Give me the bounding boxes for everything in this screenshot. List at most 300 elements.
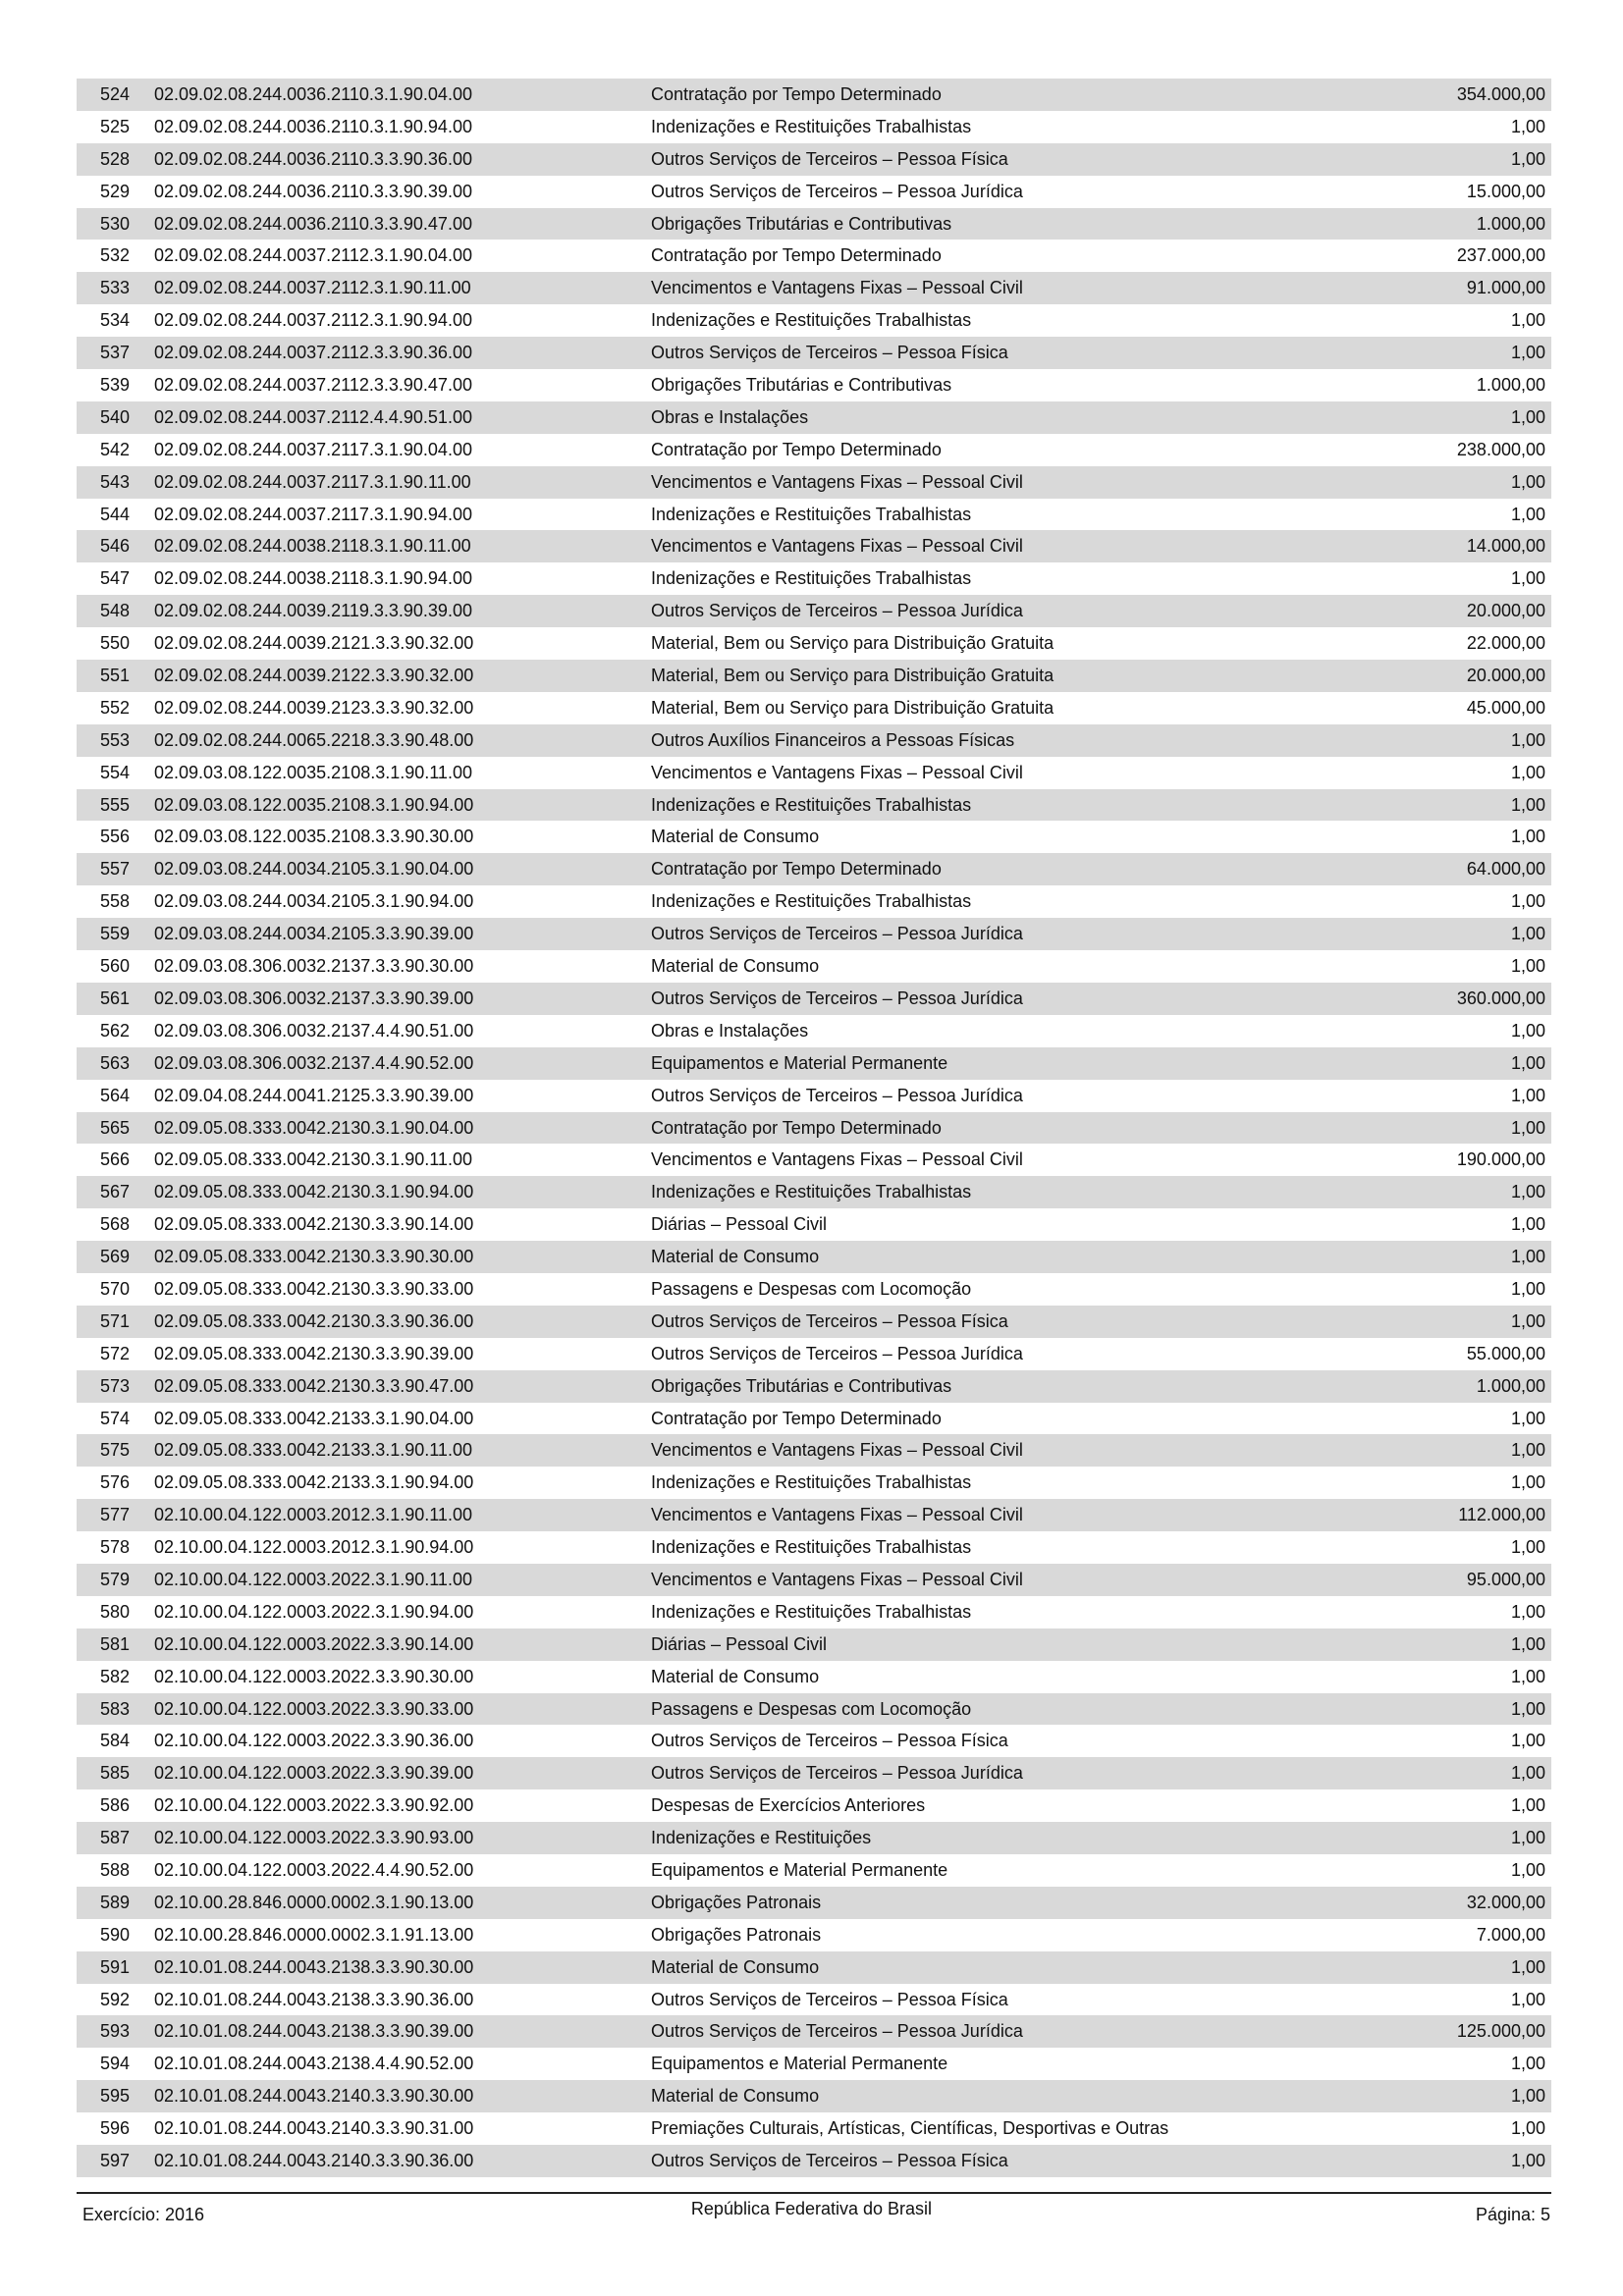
budget-code: 02.09.03.08.244.0034.2105.3.1.90.04.00	[154, 859, 474, 880]
row-number: 574	[99, 1408, 130, 1428]
table-row	[77, 1725, 1551, 1757]
row-number: 569	[99, 1247, 130, 1267]
row-number: 540	[99, 406, 130, 427]
expense-description: Vencimentos e Vantagens Fixas – Pessoal Civil	[651, 1440, 1023, 1461]
table-row	[77, 1144, 1551, 1176]
budget-code: 02.10.01.08.244.0043.2138.4.4.90.52.00	[154, 2054, 474, 2074]
budget-code: 02.09.03.08.122.0035.2108.3.3.90.30.00	[154, 827, 474, 847]
budget-code: 02.09.05.08.333.0042.2133.3.1.90.04.00	[154, 1408, 474, 1428]
table-row	[77, 2080, 1551, 2112]
budget-code: 02.10.00.04.122.0003.2012.3.1.90.94.00	[154, 1537, 474, 1558]
amount-value: 1,00	[1510, 310, 1545, 331]
amount-value: 1,00	[1510, 343, 1545, 363]
row-number: 594	[99, 2054, 130, 2074]
table-row	[77, 1661, 1551, 1693]
budget-code: 02.10.01.08.244.0043.2140.3.3.90.36.00	[154, 2151, 474, 2170]
table-row	[77, 724, 1551, 757]
row-number: 557	[99, 859, 130, 880]
row-number: 550	[99, 633, 130, 654]
expense-description: Outros Serviços de Terceiros – Pessoa Jurídica	[651, 1343, 1023, 1363]
footer-divider	[77, 2192, 1551, 2194]
row-number: 576	[99, 1472, 130, 1493]
budget-code: 02.09.03.08.306.0032.2137.3.3.90.39.00	[154, 988, 474, 1008]
row-number: 578	[99, 1537, 130, 1558]
footer-country-name: República Federativa do Brasil	[690, 2199, 933, 2218]
expense-description: Contratação por Tempo Determinado	[651, 1117, 942, 1138]
budget-code: 02.10.00.04.122.0003.2022.3.1.90.94.00	[154, 1601, 474, 1622]
amount-value: 15.000,00	[1466, 181, 1545, 201]
amount-value: 64.000,00	[1466, 859, 1545, 880]
row-number: 554	[99, 762, 130, 782]
amount-value: 1,00	[1510, 1247, 1545, 1267]
expense-description: Material, Bem ou Serviço para Distribuição Gratuita	[651, 666, 1055, 686]
expense-description: Diárias – Pessoal Civil	[651, 1633, 828, 1654]
budget-code: 02.09.05.08.333.0042.2130.3.3.90.47.00	[154, 1375, 474, 1396]
budget-code: 02.09.02.08.244.0037.2112.4.4.90.51.00	[154, 406, 472, 427]
amount-value: 91.000,00	[1466, 278, 1545, 298]
row-number: 580	[99, 1601, 130, 1622]
table-row	[77, 983, 1551, 1015]
row-number: 537	[99, 343, 130, 363]
row-number: 533	[99, 278, 130, 298]
amount-value: 95.000,00	[1466, 1569, 1545, 1589]
table-row	[77, 1789, 1551, 1822]
table-row	[77, 1176, 1551, 1208]
budget-code: 02.09.02.08.244.0036.2110.3.3.90.39.00	[154, 181, 472, 201]
table-row	[77, 79, 1551, 111]
expense-description: Passagens e Despesas com Locomoção	[651, 1278, 972, 1299]
expense-description: Vencimentos e Vantagens Fixas – Pessoal Civil	[651, 1505, 1023, 1525]
expense-description: Indenizações e Restituições Trabalhistas	[651, 794, 972, 815]
expense-description: Material de Consumo	[651, 1247, 820, 1267]
row-number: 525	[99, 116, 130, 136]
table-row	[77, 337, 1551, 369]
budget-code: 02.09.05.08.333.0042.2130.3.3.90.39.00	[154, 1343, 474, 1363]
amount-value: 1,00	[1510, 1537, 1545, 1558]
budget-code: 02.09.02.08.244.0039.2122.3.3.90.32.00	[154, 666, 474, 686]
row-number: 551	[99, 666, 130, 686]
expense-description: Obrigações Tributárias e Contributivas	[651, 213, 952, 234]
amount-value: 14.000,00	[1466, 536, 1545, 557]
budget-code: 02.09.02.08.244.0065.2218.3.3.90.48.00	[154, 729, 474, 750]
row-number: 566	[99, 1149, 130, 1170]
budget-code: 02.09.02.08.244.0037.2117.3.1.90.11.00	[154, 471, 471, 492]
table-row	[77, 434, 1551, 466]
budget-code: 02.09.04.08.244.0041.2125.3.3.90.39.00	[154, 1085, 474, 1105]
budget-code: 02.10.00.04.122.0003.2022.3.3.90.30.00	[154, 1666, 474, 1686]
table-row	[77, 1112, 1551, 1145]
table-row	[77, 1467, 1551, 1499]
table-row	[77, 2112, 1551, 2145]
row-number: 524	[99, 84, 130, 104]
budget-code: 02.09.03.08.122.0035.2108.3.1.90.94.00	[154, 794, 474, 815]
table-row	[77, 1887, 1551, 1919]
expense-description: Material, Bem ou Serviço para Distribuição Gratuita	[651, 697, 1055, 718]
expense-description: Vencimentos e Vantagens Fixas – Pessoal Civil	[651, 762, 1023, 782]
table-row	[77, 143, 1551, 176]
expense-description: Obrigações Patronais	[651, 1892, 822, 1912]
amount-value: 1,00	[1510, 956, 1545, 977]
table-row	[77, 1403, 1551, 1435]
table-row	[77, 1370, 1551, 1403]
row-number: 556	[99, 827, 130, 847]
amount-value: 1,00	[1510, 1440, 1545, 1461]
table-row	[77, 885, 1551, 918]
table-row	[77, 111, 1551, 143]
expense-description: Outros Serviços de Terceiros – Pessoa Jurídica	[651, 924, 1023, 944]
row-number: 546	[99, 536, 130, 557]
row-number: 583	[99, 1698, 130, 1719]
budget-code: 02.09.03.08.244.0034.2105.3.1.90.94.00	[154, 891, 474, 912]
footer-page-number: Página: 5	[1475, 2205, 1550, 2224]
table-row	[77, 240, 1551, 272]
expense-description: Material, Bem ou Serviço para Distribuição Gratuita	[651, 633, 1055, 654]
amount-value: 1,00	[1510, 1278, 1545, 1299]
row-number: 565	[99, 1117, 130, 1138]
amount-value: 1,00	[1510, 729, 1545, 750]
table-row	[77, 821, 1551, 853]
table-row	[77, 1854, 1551, 1887]
expense-description: Indenizações e Restituições Trabalhistas	[651, 1472, 972, 1493]
row-number: 534	[99, 310, 130, 331]
row-number: 588	[99, 1859, 130, 1880]
table-row	[77, 304, 1551, 337]
expense-description: Equipamentos e Material Permanente	[651, 2054, 948, 2074]
budget-code: 02.09.05.08.333.0042.2133.3.1.90.11.00	[154, 1440, 472, 1461]
budget-code: 02.10.00.04.122.0003.2022.3.3.90.39.00	[154, 1763, 474, 1784]
amount-value: 1,00	[1510, 1472, 1545, 1493]
table-row	[77, 2145, 1551, 2177]
budget-code: 02.09.02.08.244.0038.2118.3.1.90.94.00	[154, 568, 472, 589]
amount-value: 1,00	[1510, 762, 1545, 782]
amount-value: 1.000,00	[1476, 213, 1545, 234]
expense-description: Outros Serviços de Terceiros – Pessoa Física	[651, 1731, 1008, 1751]
expense-description: Equipamentos e Material Permanente	[651, 1052, 948, 1073]
row-number: 563	[99, 1052, 130, 1073]
amount-value: 32.000,00	[1466, 1892, 1545, 1912]
expense-description: Outros Serviços de Terceiros – Pessoa Jurídica	[651, 988, 1023, 1008]
expense-description: Outros Serviços de Terceiros – Pessoa Física	[651, 148, 1008, 169]
expense-description: Outros Serviços de Terceiros – Pessoa Física	[651, 343, 1008, 363]
table-row	[77, 1984, 1551, 2016]
row-number: 570	[99, 1278, 130, 1299]
row-number: 544	[99, 504, 130, 524]
expense-description: Material de Consumo	[651, 1956, 820, 1977]
footer-exercise-year: Exercício: 2016	[82, 2205, 205, 2224]
expense-description: Passagens e Despesas com Locomoção	[651, 1698, 972, 1719]
budget-code: 02.10.00.28.846.0000.0002.3.1.91.13.00	[154, 1924, 474, 1945]
row-number: 596	[99, 2118, 130, 2139]
budget-code: 02.09.02.08.244.0038.2118.3.1.90.11.00	[154, 536, 471, 557]
row-number: 548	[99, 601, 130, 621]
expense-description: Indenizações e Restituições	[651, 1828, 872, 1848]
amount-value: 1,00	[1510, 116, 1545, 136]
table-row	[77, 1499, 1551, 1531]
budget-code: 02.09.03.08.122.0035.2108.3.1.90.11.00	[154, 762, 472, 782]
amount-value: 238.000,00	[1456, 439, 1545, 459]
row-number: 568	[99, 1214, 130, 1235]
amount-value: 1,00	[1510, 1989, 1545, 2009]
budget-code: 02.10.00.04.122.0003.2012.3.1.90.11.00	[154, 1505, 472, 1525]
expense-description: Indenizações e Restituições Trabalhistas	[651, 1601, 972, 1622]
row-number: 562	[99, 1020, 130, 1041]
expense-description: Vencimentos e Vantagens Fixas – Pessoal Civil	[651, 1569, 1023, 1589]
expense-description: Obrigações Tributárias e Contributivas	[651, 375, 952, 396]
budget-code: 02.09.02.08.244.0037.2117.3.1.90.04.00	[154, 439, 472, 459]
table-row	[77, 499, 1551, 531]
row-number: 564	[99, 1085, 130, 1105]
budget-code: 02.10.01.08.244.0043.2138.3.3.90.30.00	[154, 1956, 474, 1977]
amount-value: 1,00	[1510, 504, 1545, 524]
budget-code: 02.10.01.08.244.0043.2140.3.3.90.31.00	[154, 2118, 474, 2139]
expense-description: Contratação por Tempo Determinado	[651, 1408, 942, 1428]
table-row	[77, 272, 1551, 304]
amount-value: 1,00	[1510, 1731, 1545, 1751]
amount-value: 1,00	[1510, 1698, 1545, 1719]
expense-description: Outros Serviços de Terceiros – Pessoa Jurídica	[651, 1085, 1023, 1105]
amount-value: 1,00	[1510, 1795, 1545, 1816]
budget-code: 02.09.05.08.333.0042.2130.3.3.90.30.00	[154, 1247, 474, 1267]
budget-code: 02.10.00.04.122.0003.2022.3.3.90.14.00	[154, 1633, 474, 1654]
row-number: 592	[99, 1989, 130, 2009]
amount-value: 20.000,00	[1466, 666, 1545, 686]
table-row	[77, 1080, 1551, 1112]
amount-value: 1,00	[1510, 2086, 1545, 2107]
budget-code: 02.09.02.08.244.0039.2119.3.3.90.39.00	[154, 601, 472, 621]
row-number: 590	[99, 1924, 130, 1945]
expense-description: Outros Serviços de Terceiros – Pessoa Física	[651, 1989, 1008, 2009]
amount-value: 1,00	[1510, 568, 1545, 589]
expense-description: Indenizações e Restituições Trabalhistas	[651, 116, 972, 136]
budget-code: 02.10.00.04.122.0003.2022.3.3.90.33.00	[154, 1698, 474, 1719]
row-number: 558	[99, 891, 130, 912]
budget-code: 02.10.01.08.244.0043.2138.3.3.90.39.00	[154, 2021, 474, 2042]
budget-code: 02.09.05.08.333.0042.2130.3.1.90.94.00	[154, 1182, 474, 1202]
expense-description: Outros Serviços de Terceiros – Pessoa Jurídica	[651, 181, 1023, 201]
table-row	[77, 692, 1551, 724]
row-number: 532	[99, 245, 130, 266]
row-number: 575	[99, 1440, 130, 1461]
expense-description: Vencimentos e Vantagens Fixas – Pessoal Civil	[651, 278, 1023, 298]
row-number: 555	[99, 794, 130, 815]
row-number: 582	[99, 1666, 130, 1686]
row-number: 528	[99, 148, 130, 169]
amount-value: 1.000,00	[1476, 1375, 1545, 1396]
amount-value: 1,00	[1510, 1828, 1545, 1848]
expense-description: Obras e Instalações	[651, 406, 809, 427]
row-number: 585	[99, 1763, 130, 1784]
budget-code: 02.09.05.08.333.0042.2130.3.3.90.33.00	[154, 1278, 474, 1299]
amount-value: 1,00	[1510, 2054, 1545, 2074]
expense-description: Material de Consumo	[651, 956, 820, 977]
table-row	[77, 369, 1551, 401]
amount-value: 1,00	[1510, 1182, 1545, 1202]
amount-value: 55.000,00	[1466, 1343, 1545, 1363]
row-number: 552	[99, 697, 130, 718]
amount-value: 1,00	[1510, 1052, 1545, 1073]
row-number: 571	[99, 1310, 130, 1331]
amount-value: 1,00	[1510, 1020, 1545, 1041]
table-row	[77, 789, 1551, 822]
table-row	[77, 1434, 1551, 1467]
table-row	[77, 1531, 1551, 1564]
expense-description: Material de Consumo	[651, 2086, 820, 2107]
row-number: 597	[99, 2151, 130, 2170]
row-number: 559	[99, 924, 130, 944]
budget-code: 02.09.02.08.244.0037.2112.3.3.90.47.00	[154, 375, 472, 396]
row-number: 567	[99, 1182, 130, 1202]
amount-value: 20.000,00	[1466, 601, 1545, 621]
expense-description: Obras e Instalações	[651, 1020, 809, 1041]
expense-description: Vencimentos e Vantagens Fixas – Pessoal Civil	[651, 1149, 1023, 1170]
amount-value: 1,00	[1510, 1214, 1545, 1235]
table-row	[77, 208, 1551, 240]
amount-value: 1,00	[1510, 1601, 1545, 1622]
expense-description: Contratação por Tempo Determinado	[651, 84, 942, 104]
table-row	[77, 918, 1551, 950]
amount-value: 1,00	[1510, 1085, 1545, 1105]
table-row	[77, 1919, 1551, 1951]
amount-value: 1,00	[1510, 891, 1545, 912]
row-number: 581	[99, 1633, 130, 1654]
row-number: 595	[99, 2086, 130, 2107]
table-row	[77, 1951, 1551, 1984]
amount-value: 360.000,00	[1456, 988, 1545, 1008]
expense-description: Indenizações e Restituições Trabalhistas	[651, 891, 972, 912]
expense-description: Outros Serviços de Terceiros – Pessoa Física	[651, 1310, 1008, 1331]
table-row	[77, 1208, 1551, 1241]
budget-code: 02.09.02.08.244.0037.2112.3.1.90.11.00	[154, 278, 471, 298]
table-row	[77, 660, 1551, 692]
budget-code: 02.09.02.08.244.0036.2110.3.3.90.36.00	[154, 148, 472, 169]
amount-value: 1,00	[1510, 1859, 1545, 1880]
amount-value: 1,00	[1510, 471, 1545, 492]
budget-code: 02.10.00.04.122.0003.2022.3.3.90.36.00	[154, 1731, 474, 1751]
table-row	[77, 1306, 1551, 1338]
budget-code: 02.09.05.08.333.0042.2130.3.1.90.11.00	[154, 1149, 472, 1170]
amount-value: 237.000,00	[1456, 245, 1545, 266]
table-row	[77, 595, 1551, 627]
table-row	[77, 1015, 1551, 1047]
expense-description: Despesas de Exercícios Anteriores	[651, 1795, 926, 1816]
row-number: 539	[99, 375, 130, 396]
amount-value: 354.000,00	[1456, 84, 1545, 104]
amount-value: 1,00	[1510, 2151, 1545, 2170]
expense-description: Material de Consumo	[651, 827, 820, 847]
budget-code: 02.09.03.08.306.0032.2137.4.4.90.51.00	[154, 1020, 474, 1041]
budget-code: 02.09.05.08.333.0042.2133.3.1.90.94.00	[154, 1472, 474, 1493]
budget-code: 02.09.02.08.244.0039.2121.3.3.90.32.00	[154, 633, 474, 654]
budget-ledger-table	[77, 79, 1551, 2177]
amount-value: 1,00	[1510, 827, 1545, 847]
amount-value: 45.000,00	[1466, 697, 1545, 718]
budget-code: 02.10.01.08.244.0043.2138.3.3.90.36.00	[154, 1989, 474, 2009]
table-row	[77, 1757, 1551, 1789]
row-number: 584	[99, 1731, 130, 1751]
budget-code: 02.09.02.08.244.0037.2112.3.1.90.94.00	[154, 310, 472, 331]
expense-description: Contratação por Tempo Determinado	[651, 439, 942, 459]
amount-value: 1,00	[1510, 1666, 1545, 1686]
expense-description: Material de Consumo	[651, 1666, 820, 1686]
row-number: 577	[99, 1505, 130, 1525]
table-row	[77, 757, 1551, 789]
expense-description: Indenizações e Restituições Trabalhistas	[651, 1537, 972, 1558]
expense-description: Obrigações Patronais	[651, 1924, 822, 1945]
budget-code: 02.09.02.08.244.0036.2110.3.1.90.04.00	[154, 84, 472, 104]
budget-code: 02.09.03.08.306.0032.2137.4.4.90.52.00	[154, 1052, 474, 1073]
table-row	[77, 1822, 1551, 1854]
budget-code: 02.10.00.04.122.0003.2022.3.1.90.11.00	[154, 1569, 472, 1589]
amount-value: 1,00	[1510, 406, 1545, 427]
expense-description: Indenizações e Restituições Trabalhistas	[651, 310, 972, 331]
row-number: 593	[99, 2021, 130, 2042]
budget-code: 02.09.02.08.244.0036.2110.3.1.90.94.00	[154, 116, 472, 136]
amount-value: 1,00	[1510, 1310, 1545, 1331]
table-row	[77, 1629, 1551, 1661]
budget-code: 02.10.01.08.244.0043.2140.3.3.90.30.00	[154, 2086, 474, 2107]
row-number: 579	[99, 1569, 130, 1589]
expense-description: Indenizações e Restituições Trabalhistas	[651, 1182, 972, 1202]
expense-description: Outros Serviços de Terceiros – Pessoa Jurídica	[651, 2021, 1023, 2042]
row-number: 586	[99, 1795, 130, 1816]
budget-code: 02.09.02.08.244.0037.2112.3.1.90.04.00	[154, 245, 472, 266]
row-number: 543	[99, 471, 130, 492]
amount-value: 1,00	[1510, 794, 1545, 815]
expense-description: Vencimentos e Vantagens Fixas – Pessoal Civil	[651, 536, 1023, 557]
table-row	[77, 1273, 1551, 1306]
budget-code: 02.09.05.08.333.0042.2130.3.3.90.14.00	[154, 1214, 474, 1235]
expense-description: Equipamentos e Material Permanente	[651, 1859, 948, 1880]
row-number: 561	[99, 988, 130, 1008]
expense-description: Outros Auxílios Financeiros a Pessoas Físicas	[651, 729, 1015, 750]
amount-value: 1,00	[1510, 2118, 1545, 2139]
row-number: 542	[99, 439, 130, 459]
budget-code: 02.10.00.04.122.0003.2022.3.3.90.92.00	[154, 1795, 474, 1816]
amount-value: 7.000,00	[1476, 1924, 1545, 1945]
expense-description: Contratação por Tempo Determinado	[651, 859, 942, 880]
expense-description: Outros Serviços de Terceiros – Pessoa Jurídica	[651, 1763, 1023, 1784]
expense-description: Indenizações e Restituições Trabalhistas	[651, 504, 972, 524]
amount-value: 22.000,00	[1466, 633, 1545, 654]
budget-code: 02.10.00.04.122.0003.2022.4.4.90.52.00	[154, 1859, 474, 1880]
table-row	[77, 2015, 1551, 2048]
row-number: 560	[99, 956, 130, 977]
row-number: 589	[99, 1892, 130, 1912]
budget-code: 02.09.02.08.244.0037.2112.3.3.90.36.00	[154, 343, 472, 363]
row-number: 529	[99, 181, 130, 201]
amount-value: 1,00	[1510, 1633, 1545, 1654]
amount-value: 1,00	[1510, 148, 1545, 169]
table-row	[77, 401, 1551, 434]
amount-value: 112.000,00	[1458, 1505, 1545, 1525]
budget-code: 02.09.05.08.333.0042.2130.3.1.90.04.00	[154, 1117, 474, 1138]
table-row	[77, 1047, 1551, 1080]
row-number: 547	[99, 568, 130, 589]
budget-code: 02.10.00.28.846.0000.0002.3.1.90.13.00	[154, 1892, 474, 1912]
row-number: 573	[99, 1375, 130, 1396]
table-row	[77, 176, 1551, 208]
expense-description: Diárias – Pessoal Civil	[651, 1214, 828, 1235]
amount-value: 190.000,00	[1456, 1149, 1545, 1170]
expense-description: Indenizações e Restituições Trabalhistas	[651, 568, 972, 589]
expense-description: Outros Serviços de Terceiros – Pessoa Jurídica	[651, 601, 1023, 621]
amount-value: 1.000,00	[1476, 375, 1545, 396]
table-row	[77, 950, 1551, 983]
row-number: 572	[99, 1343, 130, 1363]
table-row	[77, 562, 1551, 595]
table-row	[77, 1564, 1551, 1596]
amount-value: 125.000,00	[1456, 2021, 1545, 2042]
